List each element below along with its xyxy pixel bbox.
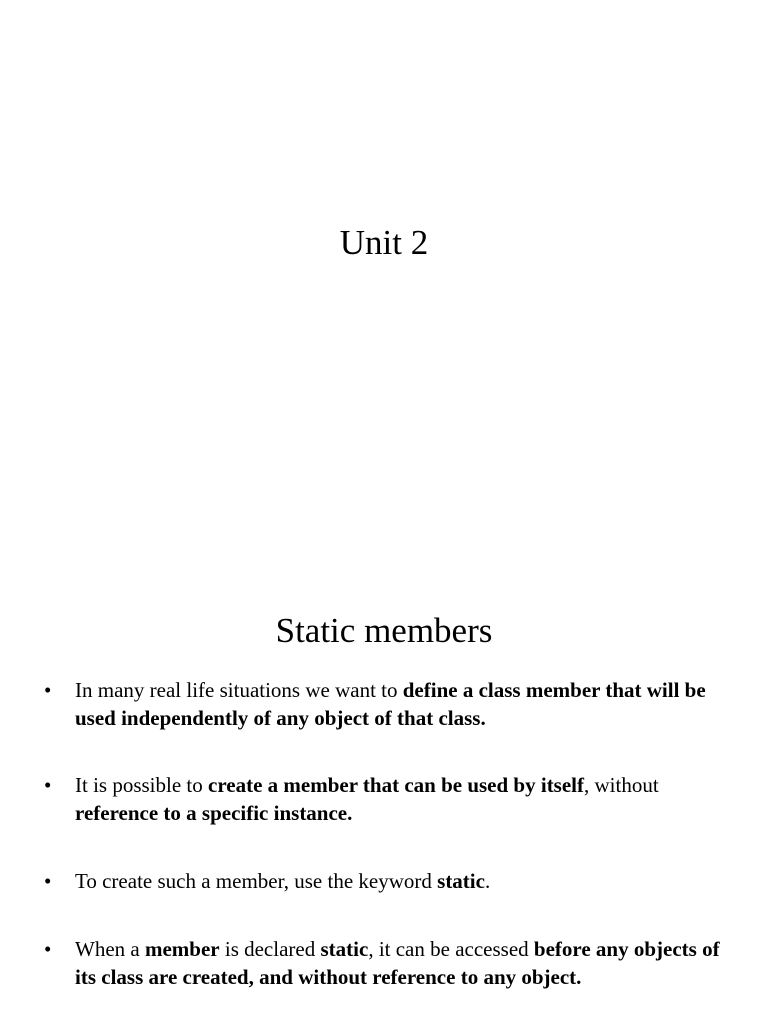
slide-static-members [0,576,768,1024]
bullet-dot-icon: • [44,678,52,702]
bullet-dot-icon: • [44,937,52,961]
bullet-text: . [484,869,491,893]
bullet-dot-icon: • [44,869,52,893]
bullet-text: When a [75,937,145,961]
bullet-text: It is possible to [75,773,209,797]
bullet-text: is declared [219,937,321,961]
bullet-bold-text: reference to a specific instance. [75,801,353,825]
bullet-bold-text: static [437,869,485,893]
bullet-bold-text: static [320,937,369,961]
unit-title: Unit 2 [339,223,429,262]
bullet-text: , without [584,773,659,797]
bullet-text: To create such a member, use the keyword [75,869,438,893]
bullet-text: In many real life situations we want to [75,678,403,702]
bullet-dot-icon: • [44,773,52,797]
bullet-item [0,771,768,827]
bullet-bold-text: member [144,937,220,961]
bullet-text: , it can be accessed [368,937,534,961]
bullet-item [0,935,768,991]
slide-title: Static members [275,611,493,650]
bullet-list [0,676,768,991]
bullet-bold-text: before any objects of its class are created, and without reference to any object. [75,937,720,989]
bullet-item [0,867,768,895]
bullet-item [0,676,768,732]
bullet-bold-text: define a class member that will be used independently of any object of that class. [75,678,706,730]
bullet-bold-text: create a member that can be used by itself [208,773,585,797]
